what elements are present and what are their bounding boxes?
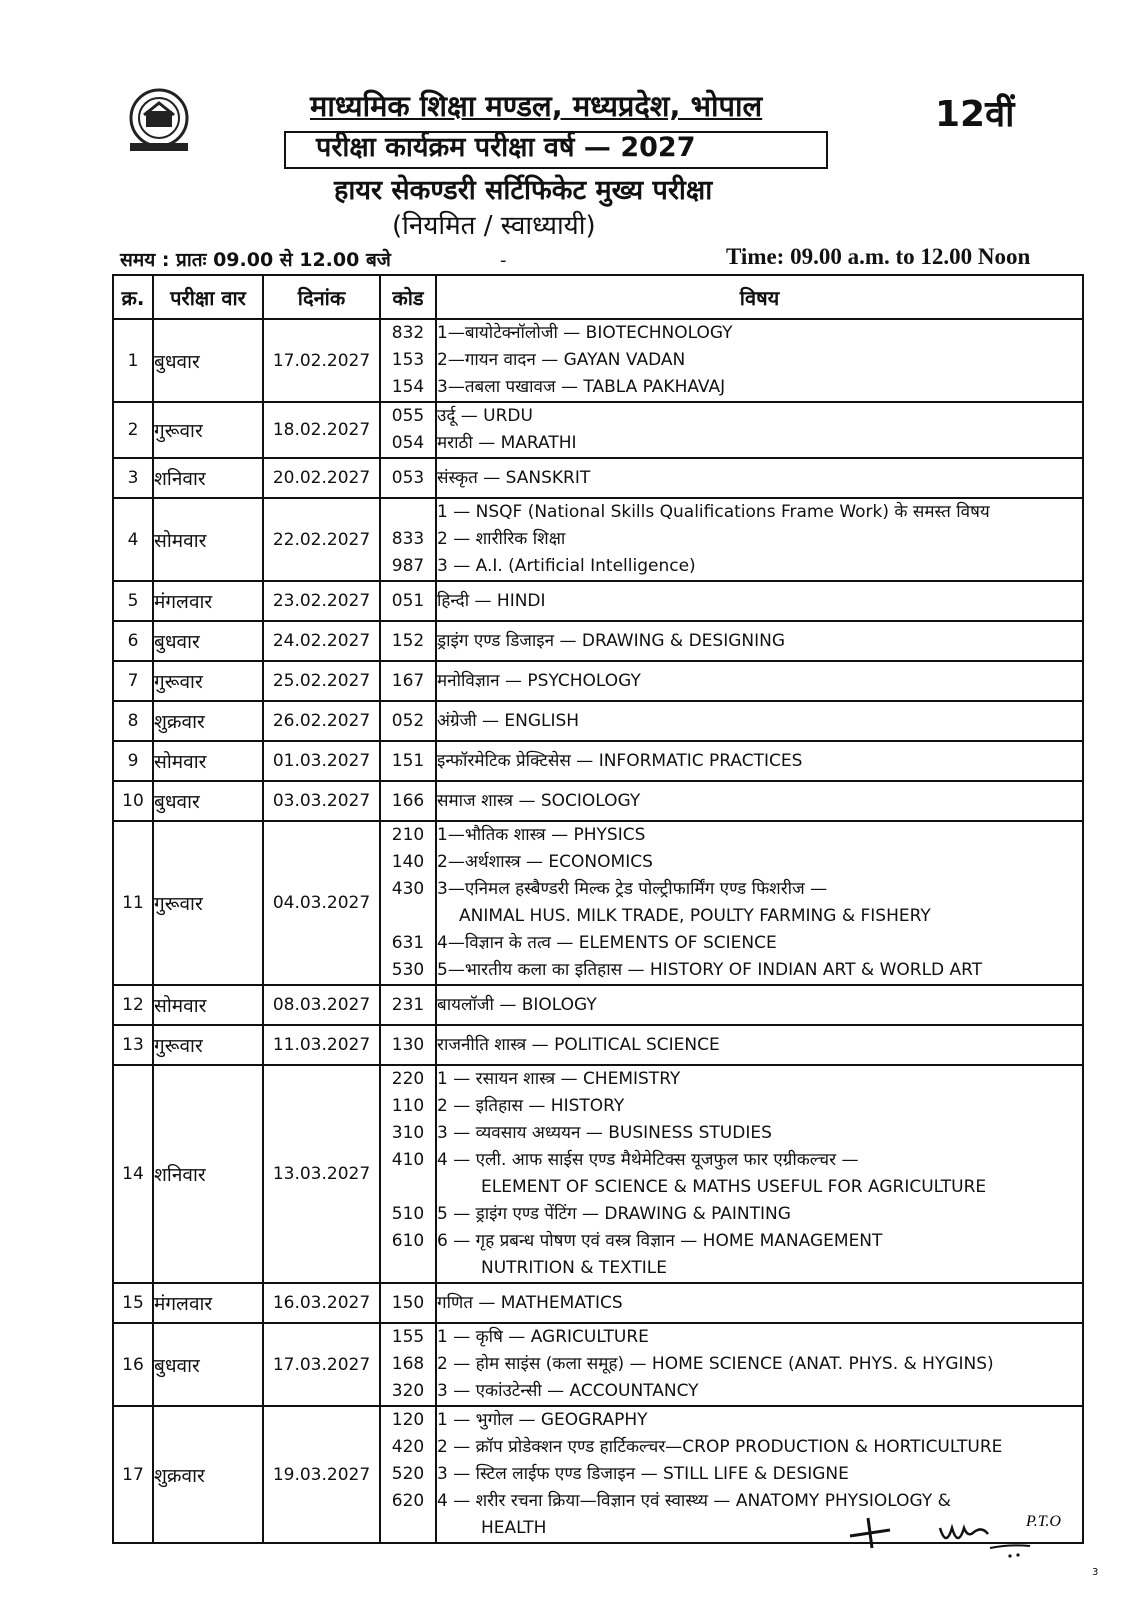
subject-name: 2 — शारीरिक शिक्षा	[437, 529, 566, 549]
row-day: सोमवार	[153, 985, 263, 1025]
row-codes	[380, 458, 436, 498]
board-title: माध्यमिक शिक्षा मण्डल, मध्यप्रदेश, भोपाल	[310, 89, 763, 123]
header-subject: विषय	[436, 275, 1083, 319]
exam-title: हायर सेकण्डरी सर्टिफिकेट मुख्य परीक्षा	[334, 175, 713, 206]
row-date: 11.03.2027	[263, 1025, 380, 1065]
table-row	[113, 701, 1083, 741]
subject-name: इन्फॉरमेटिक प्रेक्टिसेस — INFORMATIC PRACTICES	[437, 750, 803, 771]
subject-name: 2 — होम साइंस (कला समूह) — HOME SCIENCE (ANAT. PHYS. & HYGINS)	[437, 1354, 994, 1374]
header-code: कोड	[380, 275, 436, 319]
row-codes	[380, 581, 436, 621]
row-day: मंगलवार	[153, 1283, 263, 1323]
row-subjects	[436, 458, 1083, 498]
row-codes	[380, 498, 436, 581]
class-label: 12वीं	[935, 94, 1015, 135]
row-date: 16.03.2027	[263, 1283, 380, 1323]
subject-name: उर्दू — URDU	[437, 406, 533, 426]
subject-code: 155	[391, 1327, 425, 1347]
row-subjects	[436, 319, 1083, 402]
subject-code: 832	[391, 323, 425, 343]
row-subjects	[436, 1283, 1083, 1323]
subject-code: 167	[391, 670, 425, 691]
row-day: सोमवार	[153, 741, 263, 781]
row-date: 25.02.2027	[263, 661, 380, 701]
subject-code: 410	[391, 1150, 425, 1170]
subject-name: 1—भौतिक शास्त्र — PHYSICS	[437, 825, 646, 845]
row-number: 8	[113, 701, 153, 741]
subject-code: 420	[391, 1437, 425, 1457]
row-date: 04.03.2027	[263, 821, 380, 985]
row-date: 01.03.2027	[263, 741, 380, 781]
row-codes	[380, 1283, 436, 1323]
subject-code: 150	[391, 1292, 425, 1313]
subject-code: 154	[391, 377, 425, 397]
table-row	[113, 581, 1083, 621]
row-subjects	[436, 985, 1083, 1025]
subject-code: 220	[391, 1069, 425, 1089]
row-day: गुरूवार	[153, 1025, 263, 1065]
table-row	[113, 661, 1083, 701]
subject-name: ELEMENT OF SCIENCE & MATHS USEFUL FOR AGRICULTURE	[481, 1177, 987, 1197]
subject-name: 1 — कृषि — AGRICULTURE	[437, 1327, 649, 1347]
subject-code	[381, 499, 435, 526]
header-day: परीक्षा वार	[153, 275, 263, 319]
page-number: 3	[1092, 1567, 1099, 1578]
row-subjects	[436, 821, 1083, 985]
row-day: शुक्रवार	[153, 1406, 263, 1543]
subject-code: 987	[391, 556, 425, 576]
exam-schedule-table	[112, 274, 1084, 1544]
row-day: शनिवार	[153, 1065, 263, 1283]
row-day: गुरूवार	[153, 821, 263, 985]
row-subjects	[436, 701, 1083, 741]
exam-type: (नियमित / स्वाध्यायी)	[392, 211, 596, 241]
row-subjects	[436, 741, 1083, 781]
row-number: 9	[113, 741, 153, 781]
table-row	[113, 1025, 1083, 1065]
subject-name: समाज शास्त्र — SOCIOLOGY	[437, 790, 641, 811]
subject-code: 631	[391, 933, 425, 953]
subject-code: 620	[391, 1491, 425, 1511]
row-subjects	[436, 661, 1083, 701]
row-codes	[380, 661, 436, 701]
row-subjects	[436, 402, 1083, 458]
subject-name: 2 — इतिहास — HISTORY	[437, 1096, 625, 1116]
table-row	[113, 741, 1083, 781]
subject-code: 054	[391, 433, 425, 453]
row-codes	[380, 1065, 436, 1283]
row-codes	[380, 1323, 436, 1406]
subject-name: 4—विज्ञान के तत्व — ELEMENTS OF SCIENCE	[437, 933, 777, 953]
row-date: 08.03.2027	[263, 985, 380, 1025]
row-day: शुक्रवार	[153, 701, 263, 741]
subject-name: HEALTH	[481, 1518, 547, 1538]
subject-name: 2 — क्रॉप प्रोडेक्शन एण्ड हार्टिकल्चर—CROP PRODUCTION & HORTICULTURE	[437, 1437, 1003, 1457]
subject-name: 6 — गृह प्रबन्ध पोषण एवं वस्त्र विज्ञान — HOME MANAGEMENT	[437, 1231, 883, 1251]
table-body	[113, 319, 1083, 1543]
row-number: 5	[113, 581, 153, 621]
subject-name: 1 — NSQF (National Skills Qualifications Frame Work) के समस्त विषय	[437, 502, 990, 522]
row-codes	[380, 621, 436, 661]
row-number: 7	[113, 661, 153, 701]
subject-name: 2—अर्थशास्त्र — ECONOMICS	[437, 852, 653, 872]
row-number: 2	[113, 402, 153, 458]
row-number: 11	[113, 821, 153, 985]
row-day: बुधवार	[153, 621, 263, 661]
row-day: सोमवार	[153, 498, 263, 581]
row-date: 20.02.2027	[263, 458, 380, 498]
header-date: दिनांक	[263, 275, 380, 319]
row-codes	[380, 1406, 436, 1543]
subject-name: संस्कृत — SANSKRIT	[437, 467, 591, 488]
subject-code	[381, 1174, 435, 1201]
row-number: 1	[113, 319, 153, 402]
table-row	[113, 458, 1083, 498]
row-number: 16	[113, 1323, 153, 1406]
time-english: Time: 09.00 a.m. to 12.00 Noon	[726, 244, 1031, 269]
row-date: 19.03.2027	[263, 1406, 380, 1543]
row-subjects	[436, 1323, 1083, 1406]
row-number: 10	[113, 781, 153, 821]
subject-name: 3 — A.I. (Artificial Intelligence)	[437, 556, 696, 576]
subject-code: 168	[391, 1354, 425, 1374]
subject-code: 166	[391, 790, 425, 811]
row-day: मंगलवार	[153, 581, 263, 621]
row-number: 4	[113, 498, 153, 581]
row-codes	[380, 985, 436, 1025]
subject-code: 053	[391, 467, 425, 488]
time-separator: -	[500, 250, 507, 271]
subject-name: गणित — MATHEMATICS	[437, 1292, 623, 1313]
row-date: 24.02.2027	[263, 621, 380, 661]
subject-code: 130	[391, 1034, 425, 1055]
row-date: 22.02.2027	[263, 498, 380, 581]
row-number: 17	[113, 1406, 153, 1543]
row-number: 12	[113, 985, 153, 1025]
row-day: बुधवार	[153, 319, 263, 402]
row-date: 03.03.2027	[263, 781, 380, 821]
table-row	[113, 319, 1083, 402]
row-date: 17.03.2027	[263, 1323, 380, 1406]
table-row	[113, 781, 1083, 821]
subject-code: 530	[391, 960, 425, 980]
table-row	[113, 1283, 1083, 1323]
row-date: 17.02.2027	[263, 319, 380, 402]
subject-name: 1 — रसायन शास्त्र — CHEMISTRY	[437, 1069, 681, 1089]
subject-code: 430	[391, 879, 425, 899]
table-row	[113, 402, 1083, 458]
subject-code: 320	[391, 1381, 425, 1401]
subject-name: बायलॉजी — BIOLOGY	[437, 994, 597, 1015]
subject-name: मराठी — MARATHI	[437, 433, 577, 453]
subject-code: 210	[391, 825, 425, 845]
subject-name: 3—तबला पखावज — TABLA PAKHAVAJ	[437, 377, 726, 397]
time-hindi: समय : प्रातः 09.00 से 12.00 बजे	[120, 249, 391, 271]
row-day: गुरूवार	[153, 661, 263, 701]
row-subjects	[436, 1025, 1083, 1065]
subject-name: 3—एनिमल हस्बैण्डरी मिल्क ट्रेड पोल्ट्रीफार्मिंग एण्ड फिशरीज —	[437, 879, 828, 899]
row-subjects	[436, 581, 1083, 621]
subject-code: 052	[391, 710, 425, 731]
table-row	[113, 498, 1083, 581]
row-date: 13.03.2027	[263, 1065, 380, 1283]
row-subjects	[436, 498, 1083, 581]
table-row	[113, 1323, 1083, 1406]
signature-icon	[840, 1508, 1080, 1568]
board-emblem-icon	[122, 85, 196, 159]
subject-code: 520	[391, 1464, 425, 1484]
subject-name: 4 — एली. आफ साईस एण्ड मैथेमेटिक्स यूजफुल फार एग्रीकल्चर —	[437, 1150, 859, 1170]
row-number: 15	[113, 1283, 153, 1323]
subject-name: 3 — व्यवसाय अध्ययन — BUSINESS STUDIES	[437, 1123, 772, 1143]
subject-code	[381, 1255, 435, 1282]
pto-note: P.T.O	[1026, 1513, 1061, 1530]
header-no: क्र.	[113, 275, 153, 319]
table-row	[113, 821, 1083, 985]
row-day: बुधवार	[153, 781, 263, 821]
row-day: शनिवार	[153, 458, 263, 498]
row-subjects	[436, 781, 1083, 821]
row-codes	[380, 701, 436, 741]
row-codes	[380, 741, 436, 781]
subject-name: ड्राइंग एण्ड डिजाइन — DRAWING & DESIGNING	[437, 630, 786, 651]
table-header-row	[113, 275, 1083, 319]
subject-name: ANIMAL HUS. MILK TRADE, POULTY FARMING & FISHERY	[459, 906, 931, 926]
row-date: 23.02.2027	[263, 581, 380, 621]
subject-name: 4 — शरीर रचना क्रिया—विज्ञान एवं स्वास्थ्य — ANATOMY PHYSIOLOGY &	[437, 1491, 951, 1511]
subject-name: 2—गायन वादन — GAYAN VADAN	[437, 350, 686, 370]
row-subjects	[436, 1065, 1083, 1283]
subject-code: 120	[391, 1410, 425, 1430]
subject-name: 1 — भुगोल — GEOGRAPHY	[437, 1410, 648, 1430]
subject-name: राजनीति शास्त्र — POLITICAL SCIENCE	[437, 1034, 720, 1055]
subject-name: 3 — स्टिल लाईफ एण्ड डिजाइन — STILL LIFE & DESIGNE	[437, 1464, 849, 1484]
row-day: बुधवार	[153, 1323, 263, 1406]
subject-code: 610	[391, 1231, 425, 1251]
subject-code: 051	[391, 590, 425, 611]
row-number: 6	[113, 621, 153, 661]
subject-name: NUTRITION & TEXTILE	[481, 1258, 668, 1278]
subject-code	[381, 903, 435, 930]
row-number: 14	[113, 1065, 153, 1283]
subject-name: 3 — एकांउटेन्सी — ACCOUNTANCY	[437, 1381, 699, 1401]
subject-name: 5 — ड्राइंग एण्ड पेंटिंग — DRAWING & PAINTING	[437, 1204, 791, 1224]
row-date: 18.02.2027	[263, 402, 380, 458]
row-codes	[380, 821, 436, 985]
subject-code: 055	[391, 406, 425, 426]
subject-code: 151	[391, 750, 425, 771]
subject-code: 152	[391, 630, 425, 651]
row-codes	[380, 319, 436, 402]
subject-name: 5—भारतीय कला का इतिहास — HISTORY OF INDIAN ART & WORLD ART	[437, 960, 983, 980]
table-row	[113, 621, 1083, 661]
row-day: गुरूवार	[153, 402, 263, 458]
table-row	[113, 1065, 1083, 1283]
subject-name: मनोविज्ञान — PSYCHOLOGY	[437, 670, 641, 691]
subject-name: अंग्रेजी — ENGLISH	[437, 710, 580, 731]
subject-name: हिन्दी — HINDI	[437, 590, 546, 611]
subject-code: 231	[391, 994, 425, 1015]
row-date: 26.02.2027	[263, 701, 380, 741]
programme-title: परीक्षा कार्यक्रम परीक्षा वर्ष — 2027	[316, 132, 696, 163]
row-codes	[380, 402, 436, 458]
table-row	[113, 985, 1083, 1025]
subject-code	[381, 1515, 435, 1542]
row-codes	[380, 1025, 436, 1065]
subject-name: 1—बायोटेक्नॉलोजी — BIOTECHNOLOGY	[437, 323, 733, 343]
row-subjects	[436, 621, 1083, 661]
row-number: 3	[113, 458, 153, 498]
subject-code: 140	[391, 852, 425, 872]
row-codes	[380, 781, 436, 821]
subject-code: 833	[391, 529, 425, 549]
row-number: 13	[113, 1025, 153, 1065]
subject-code: 110	[391, 1096, 425, 1116]
subject-code: 153	[391, 350, 425, 370]
subject-code: 510	[391, 1204, 425, 1224]
subject-code: 310	[391, 1123, 425, 1143]
